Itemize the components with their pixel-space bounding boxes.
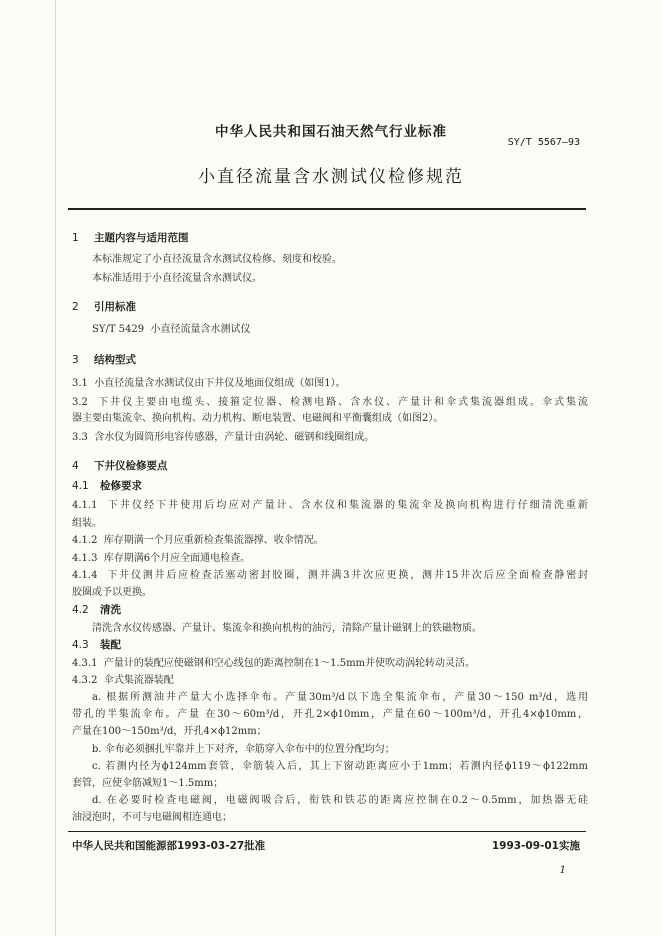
subsection-4-3-heading bbox=[72, 637, 121, 655]
section-2-heading bbox=[72, 299, 136, 317]
section-number: 2 bbox=[72, 301, 79, 313]
footer-rule bbox=[68, 831, 586, 832]
item-a-line2: 带孔的半集流伞布。产量 在30～60m³/d，开孔2×ϕ10mm，产量在60～100m³/d，开孔4×ϕ10mm， bbox=[72, 709, 588, 720]
subsection-number: 4.2 bbox=[72, 604, 89, 616]
clause-3-3: 3.3 含水仪为圆筒形电容传感器，产量计由涡轮、磁钢和线圈组成。 bbox=[72, 432, 375, 443]
section-number: 1 bbox=[72, 232, 79, 244]
clause-4-1-4-line1: 4.1.4 下井仪测井后应检查活塞动密封胶圈，测井满3井次应更换，测井15井次后应全面检查静密封 bbox=[72, 570, 588, 581]
paragraph: 本标准规定了小直径流量含水测试仪检修、刻度和校验。 bbox=[92, 254, 342, 265]
clause-3-2-line1: 3.2 下井仪主要由电缆头、接箍定位器、检测电路、含水仪、产量计和伞式集流器组成。伞式集流 bbox=[72, 397, 588, 408]
clause-4-1-1-line1: 4.1.1 下井仪经下井使用后均应对产量计、含水仪和集流器的集流伞及换向机构进行仔细清洗重新 bbox=[72, 500, 588, 511]
item-d-line1: d. 在必要时检查电磁阀，电磁阀吸合后，衔铁和铁芯的距离应控制在0.2～0.5mm，加热器无硅 bbox=[92, 795, 588, 806]
subsection-title: 清洗 bbox=[100, 604, 121, 616]
clause-3-2-line2: 器主要由集流伞、换向机构、动力机构、断电装置、电磁阀和平衡囊组成（如图2）。 bbox=[72, 413, 444, 424]
section-title: 引用标准 bbox=[94, 301, 136, 313]
clause-3-1: 3.1 小直径流量含水测试仪由下井仪及地面仪组成（如图1）。 bbox=[72, 378, 346, 389]
reference-standard: SY/T 5429 小直径流量含水测试仪 bbox=[92, 324, 251, 335]
scan-edge-line bbox=[55, 0, 56, 936]
standard-code: SY/T 5567—93 bbox=[507, 137, 580, 148]
section-title: 下井仪检修要点 bbox=[94, 460, 168, 472]
item-a-line1: a. 根据所测油井产量大小选择伞布。产量30m³/d以下选全集流伞布，产量30～150 m³/d，选用 bbox=[92, 692, 588, 703]
issuing-organization: 中华人民共和国石油天然气行业标准 bbox=[215, 124, 447, 140]
clause-4-1-1-line2: 组装。 bbox=[72, 518, 102, 529]
item-c-line1: c. 若测内径为ϕ124mm套管，伞筋装入后，其上下窗动距离应小于1mm；若测内径ϕ119～ϕ122mm bbox=[92, 761, 588, 772]
item-d-line2: 油浸泡时，不可与电磁阀相连通电； bbox=[72, 812, 232, 823]
clause-4-1-3: 4.1.3 库存期满6个月应全面通电检查。 bbox=[72, 553, 251, 564]
item-c-line2: 套管，应使伞筋减短1～1.5mm； bbox=[72, 778, 224, 789]
section-3-heading bbox=[72, 352, 136, 370]
section-number: 4 bbox=[72, 460, 79, 472]
clause-4-3-2: 4.3.2 伞式集流器装配 bbox=[72, 675, 174, 686]
clause-4-1-4-line2: 胶圈或予以更换。 bbox=[72, 587, 152, 598]
item-b: b. 伞布必须捆扎牢靠并上下对齐，伞筋穿入伞布中的位置分配均匀； bbox=[92, 744, 395, 755]
paragraph: 本标准适用于小直径流量含水测试仪。 bbox=[92, 273, 262, 284]
section-1-heading bbox=[72, 230, 189, 248]
section-4-heading bbox=[72, 458, 168, 476]
subsection-4-1-heading bbox=[72, 478, 142, 496]
clause-4-1-2: 4.1.2 库存期满一个月应重新检查集流器撑、收伞情况。 bbox=[72, 535, 324, 546]
clause-4-2-text: 清洗含水仪传感器、产量计、集流伞和换向机构的油污，清除产量计磁钢上的铁磁物质。 bbox=[92, 623, 482, 634]
section-title: 主题内容与适用范围 bbox=[94, 232, 189, 244]
effective-date: 1993-09-01实施 bbox=[491, 840, 580, 852]
item-a-line3: 产量在100～150m³/d，开孔4×ϕ12mm； bbox=[72, 726, 267, 737]
title-rule bbox=[68, 208, 586, 210]
page-number: 1 bbox=[559, 865, 566, 876]
subsection-number: 4.1 bbox=[72, 480, 89, 492]
section-title: 结构型式 bbox=[94, 354, 136, 366]
subsection-number: 4.3 bbox=[72, 639, 89, 651]
section-number: 3 bbox=[72, 354, 79, 366]
document-title: 小直径流量含水测试仪检修规范 bbox=[198, 167, 464, 187]
clause-4-3-1: 4.3.1 产量计的装配应使磁钢和空心线包的距离控制在1～1.5mm并使吹动涡轮转动灵活。 bbox=[72, 658, 476, 669]
subsection-title: 装配 bbox=[100, 639, 121, 651]
subsection-4-2-heading bbox=[72, 602, 121, 620]
subsection-title: 检修要求 bbox=[100, 480, 142, 492]
approval-line: 中华人民共和国能源部1993-03-27批准 bbox=[72, 840, 266, 852]
